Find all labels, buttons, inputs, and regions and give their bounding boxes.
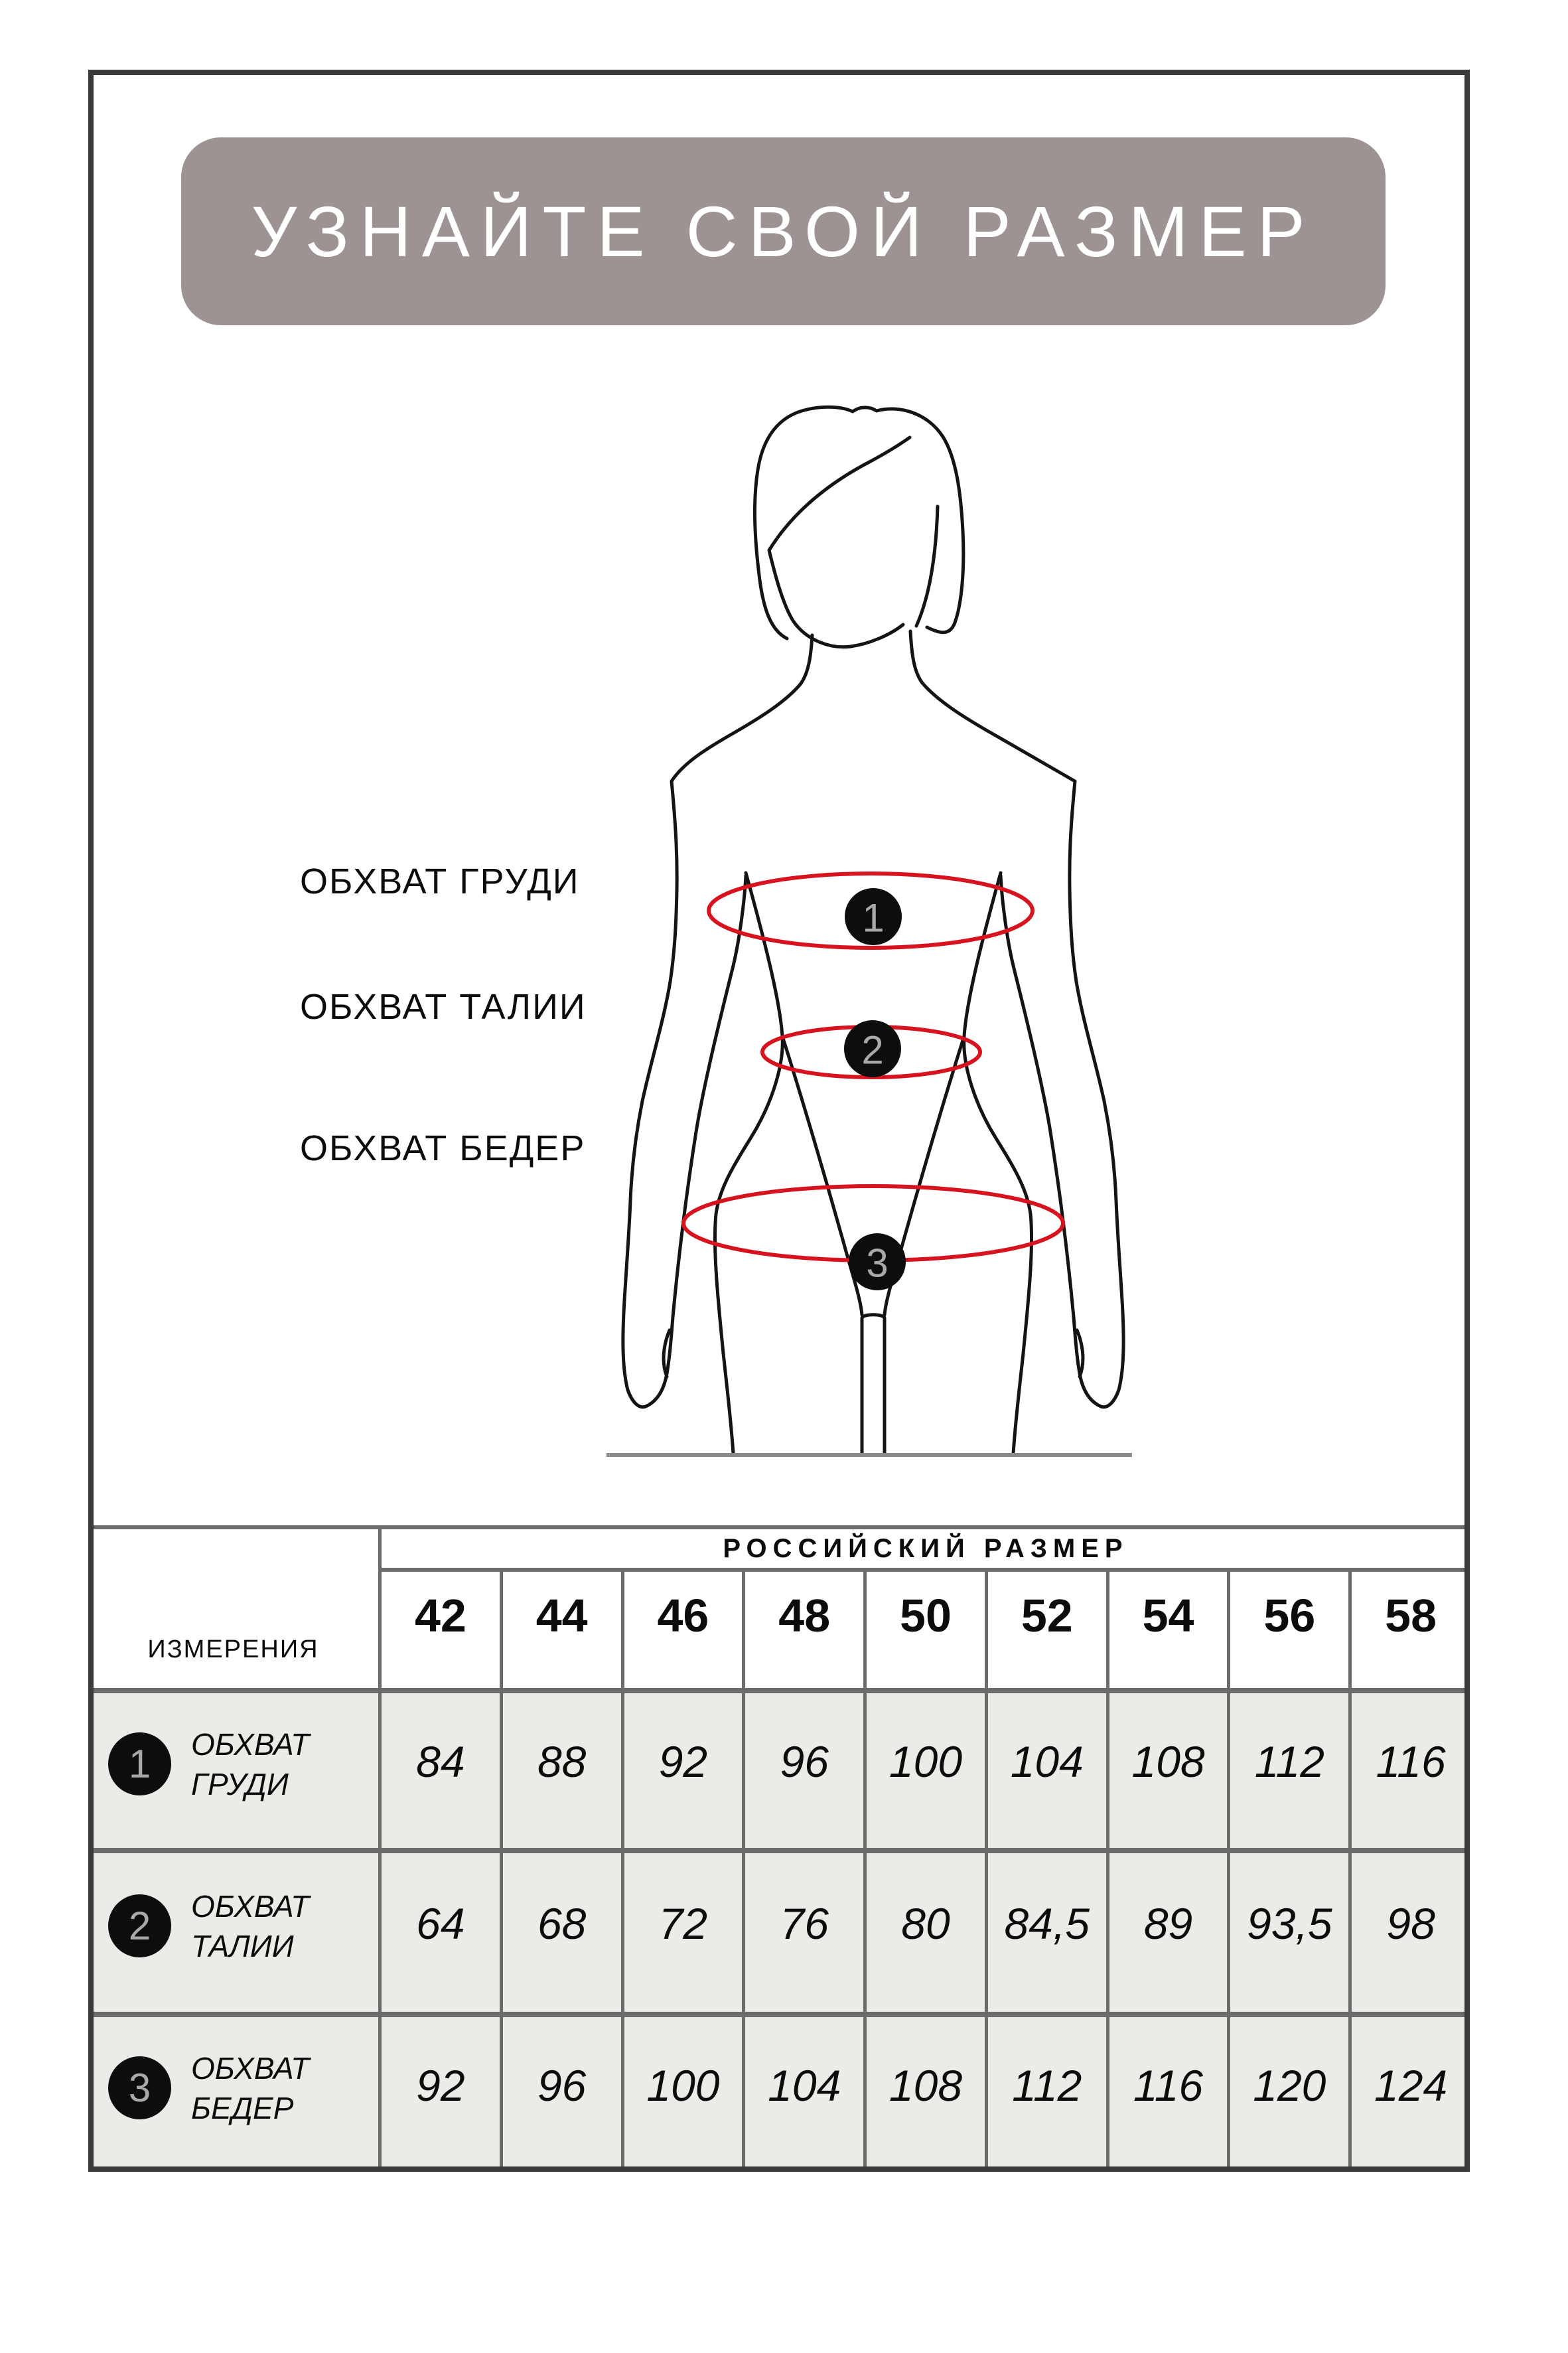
size-header-50: 50	[863, 1572, 985, 1688]
russian-size-header-label: РОССИЙСКИЙ РАЗМЕР	[723, 1533, 1129, 1563]
measurement-label-chest: ОБХВАТ ГРУДИ	[300, 862, 580, 901]
measurements-header-cell	[88, 1529, 378, 1688]
table-cell: 112	[1227, 1688, 1348, 1848]
table-cell: 120	[1227, 2012, 1348, 2172]
row-label-waist	[88, 1848, 378, 2012]
row-label-hips	[88, 2012, 378, 2172]
marker-2-number: 2	[861, 1027, 884, 1073]
hair-strand-line	[916, 506, 938, 626]
table-cell: 92	[621, 1688, 743, 1848]
table-cell: 76	[742, 1848, 863, 2012]
table-cell: 89	[1106, 1848, 1228, 2012]
table-cell: 92	[378, 2012, 500, 2172]
table-cell: 96	[742, 1688, 863, 1848]
row-2-number-badge: 2	[108, 1894, 171, 1957]
size-header-42: 42	[378, 1572, 500, 1688]
table-cell: 93,5	[1227, 1848, 1348, 2012]
size-table	[88, 1525, 1470, 2172]
table-cell: 96	[500, 2012, 621, 2172]
measurement-label-hips: ОБХВАТ БЕДЕР	[300, 1128, 586, 1168]
table-cell: 104	[742, 2012, 863, 2172]
size-header-52: 52	[985, 1572, 1106, 1688]
table-cell: 68	[500, 1848, 621, 2012]
row-3-number-badge: 3	[108, 2056, 171, 2119]
leg-gap	[862, 1315, 885, 1454]
title-banner	[181, 137, 1386, 325]
table-cell: 100	[621, 2012, 743, 2172]
right-torso-hip-leg	[964, 873, 1032, 1454]
table-cell: 80	[863, 1848, 985, 2012]
table-cell: 100	[863, 1688, 985, 1848]
table-cell: 84,5	[985, 1848, 1106, 2012]
table-cell: 108	[863, 2012, 985, 2172]
row-3-label: ОБХВАТ БЕДЕР	[191, 2050, 310, 2125]
size-header-56: 56	[1227, 1572, 1348, 1688]
marker-3-number: 3	[866, 1241, 889, 1286]
table-cell: 108	[1106, 1688, 1228, 1848]
size-header-44: 44	[500, 1572, 621, 1688]
row-label-chest	[88, 1688, 378, 1848]
table-cell: 64	[378, 1848, 500, 2012]
size-header-46: 46	[621, 1572, 743, 1688]
measurement-label-waist: ОБХВАТ ТАЛИИ	[300, 987, 587, 1027]
table-cell: 98	[1348, 1848, 1470, 2012]
marker-1-badge	[845, 888, 902, 945]
table-cell: 124	[1348, 2012, 1470, 2172]
row-1-label: ОБХВАТ ГРУДИ	[191, 1726, 310, 1801]
left-torso-hip-leg	[715, 873, 782, 1454]
marker-1-number: 1	[862, 895, 885, 941]
russian-size-header-cell	[378, 1529, 1470, 1572]
table-cell: 116	[1106, 2012, 1228, 2172]
body-figure-illustration	[584, 372, 1168, 1487]
size-header-58: 58	[1348, 1572, 1470, 1688]
table-cell: 84	[378, 1688, 500, 1848]
measurements-header-label: ИЗМЕРЕНИЯ	[147, 1635, 319, 1663]
hair-bang-line	[769, 437, 910, 550]
marker-2-badge	[844, 1020, 901, 1077]
table-cell: 104	[985, 1688, 1106, 1848]
right-neck-shoulder-arm	[910, 631, 1123, 1407]
row-2-label: ОБХВАТ ТАЛИИ	[191, 1888, 310, 1963]
table-cell: 112	[985, 2012, 1106, 2172]
row-1-number-badge: 1	[108, 1732, 171, 1795]
table-cell: 116	[1348, 1688, 1470, 1848]
page-title: УЗНАЙТЕ СВОЙ РАЗМЕР	[251, 191, 1316, 271]
table-cell: 72	[621, 1848, 743, 2012]
size-header-54: 54	[1106, 1572, 1228, 1688]
table-cell: 88	[500, 1688, 621, 1848]
size-header-48: 48	[742, 1572, 863, 1688]
marker-3-badge	[849, 1233, 906, 1290]
face-chin-line	[769, 550, 903, 647]
